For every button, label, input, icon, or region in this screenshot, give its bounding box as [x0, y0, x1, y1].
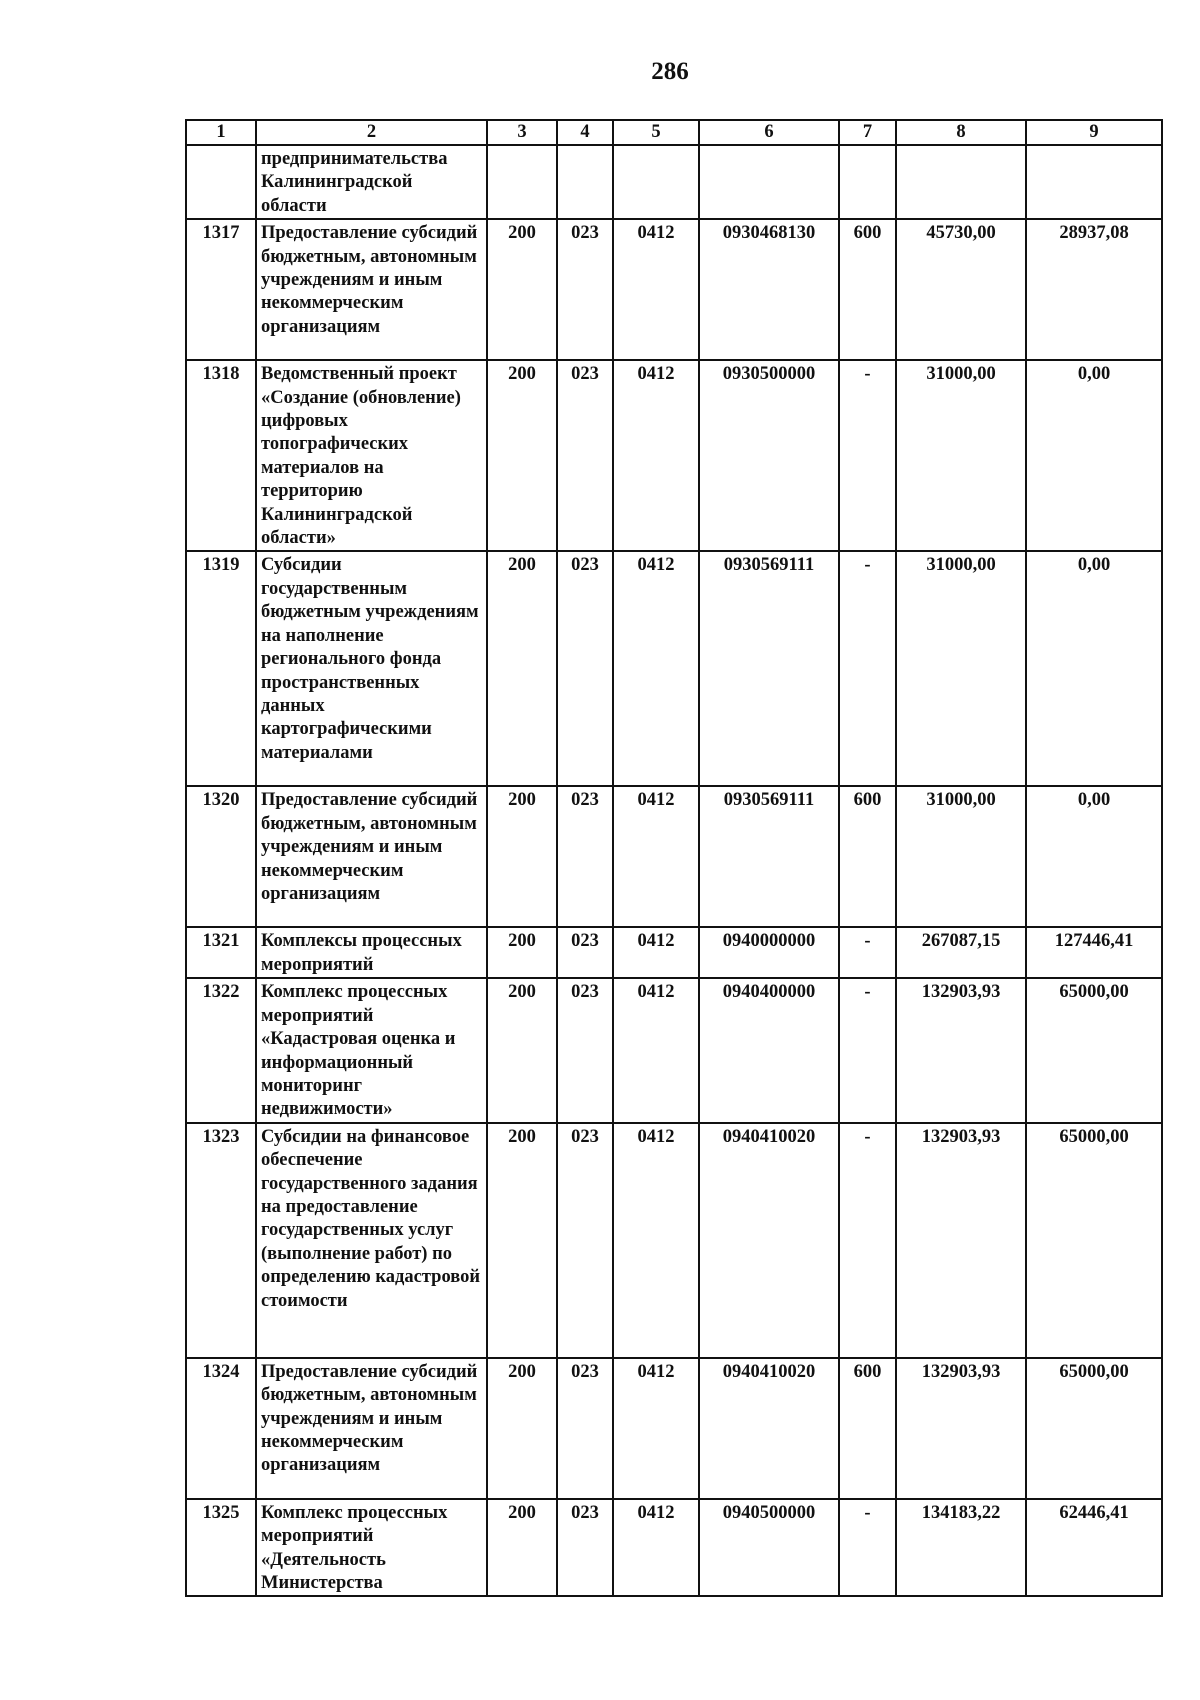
expense-type-cell: 600 [839, 1358, 896, 1499]
section-code-cell [613, 145, 699, 219]
row-number-cell [186, 145, 256, 219]
amount-cell: 132903,93 [896, 978, 1026, 1122]
row-number-cell: 1323 [186, 1123, 256, 1358]
amount-cell: 65000,00 [1026, 1358, 1162, 1499]
table-row [186, 360, 1162, 551]
gov-code-cell [487, 145, 557, 219]
table-row [186, 927, 1162, 978]
amount-cell: 134183,22 [896, 1499, 1026, 1597]
amount-cell: 267087,15 [896, 927, 1026, 978]
amount-cell [1026, 145, 1162, 219]
table-row [186, 219, 1162, 360]
amount-cell: 31000,00 [896, 786, 1026, 927]
target-article-cell: 0930569111 [699, 551, 839, 786]
table-row [186, 145, 1162, 219]
expense-type-cell: - [839, 360, 896, 551]
target-article-cell: 0940400000 [699, 978, 839, 1122]
header-cell: 4 [557, 120, 613, 145]
ministry-code-cell [557, 145, 613, 219]
gov-code-cell: 200 [487, 1123, 557, 1358]
table-row [186, 978, 1162, 1122]
expense-type-cell: - [839, 551, 896, 786]
table-row [186, 1123, 1162, 1358]
row-name-cell: Комплекс процессных мероприятий «Деятельность Министерства [256, 1499, 487, 1597]
ministry-code-cell: 023 [557, 551, 613, 786]
gov-code-cell: 200 [487, 551, 557, 786]
row-name-cell: Субсидии на финансовое обеспечение государственного задания на предоставление государственных услуг (выполнение работ) по определению кадастровой стоимости [256, 1123, 487, 1358]
header-cell: 7 [839, 120, 896, 145]
section-code-cell: 0412 [613, 551, 699, 786]
section-code-cell: 0412 [613, 1358, 699, 1499]
expense-type-cell: 600 [839, 786, 896, 927]
ministry-code-cell: 023 [557, 1123, 613, 1358]
section-code-cell: 0412 [613, 978, 699, 1122]
gov-code-cell: 200 [487, 978, 557, 1122]
expense-type-cell [839, 145, 896, 219]
amount-cell: 132903,93 [896, 1123, 1026, 1358]
ministry-code-cell: 023 [557, 1499, 613, 1597]
amount-cell: 0,00 [1026, 786, 1162, 927]
ministry-code-cell: 023 [557, 786, 613, 927]
row-number-cell: 1317 [186, 219, 256, 360]
amount-cell: 31000,00 [896, 551, 1026, 786]
section-code-cell: 0412 [613, 786, 699, 927]
header-cell: 2 [256, 120, 487, 145]
row-number-cell: 1324 [186, 1358, 256, 1499]
header-row [186, 120, 1162, 145]
expense-type-cell: - [839, 1123, 896, 1358]
amount-cell: 65000,00 [1026, 1123, 1162, 1358]
table-row [186, 786, 1162, 927]
target-article-cell: 0940410020 [699, 1358, 839, 1499]
row-number-cell: 1325 [186, 1499, 256, 1597]
table-row [186, 1499, 1162, 1597]
amount-cell: 62446,41 [1026, 1499, 1162, 1597]
expense-type-cell: - [839, 978, 896, 1122]
target-article-cell: 0940500000 [699, 1499, 839, 1597]
gov-code-cell: 200 [487, 1499, 557, 1597]
target-article-cell: 0930500000 [699, 360, 839, 551]
row-number-cell: 1319 [186, 551, 256, 786]
row-number-cell: 1318 [186, 360, 256, 551]
expense-type-cell: - [839, 927, 896, 978]
target-article-cell: 0930569111 [699, 786, 839, 927]
amount-cell: 45730,00 [896, 219, 1026, 360]
row-number-cell: 1321 [186, 927, 256, 978]
section-code-cell: 0412 [613, 219, 699, 360]
header-cell: 5 [613, 120, 699, 145]
header-cell: 9 [1026, 120, 1162, 145]
section-code-cell: 0412 [613, 360, 699, 551]
section-code-cell: 0412 [613, 1499, 699, 1597]
target-article-cell [699, 145, 839, 219]
row-number-cell: 1320 [186, 786, 256, 927]
budget-table [185, 119, 1163, 1597]
header-cell: 6 [699, 120, 839, 145]
amount-cell: 132903,93 [896, 1358, 1026, 1499]
section-code-cell: 0412 [613, 1123, 699, 1358]
header-cell: 8 [896, 120, 1026, 145]
row-name-cell: предпринимательства Калининградской области [256, 145, 487, 219]
header-cell: 3 [487, 120, 557, 145]
amount-cell: 65000,00 [1026, 978, 1162, 1122]
ministry-code-cell: 023 [557, 360, 613, 551]
row-number-cell: 1322 [186, 978, 256, 1122]
expense-type-cell: - [839, 1499, 896, 1597]
amount-cell: 31000,00 [896, 360, 1026, 551]
target-article-cell: 0940410020 [699, 1123, 839, 1358]
amount-cell: 0,00 [1026, 360, 1162, 551]
ministry-code-cell: 023 [557, 219, 613, 360]
amount-cell: 127446,41 [1026, 927, 1162, 978]
gov-code-cell: 200 [487, 360, 557, 551]
page-number: 286 [651, 58, 689, 85]
expense-type-cell: 600 [839, 219, 896, 360]
gov-code-cell: 200 [487, 786, 557, 927]
row-name-cell: Предоставление субсидий бюджетным, автономным учреждениям и иным некоммерческим организациям [256, 1358, 487, 1499]
ministry-code-cell: 023 [557, 978, 613, 1122]
row-name-cell: Комплекс процессных мероприятий «Кадастровая оценка и информационный мониторинг недвижимости» [256, 978, 487, 1122]
target-article-cell: 0940000000 [699, 927, 839, 978]
ministry-code-cell: 023 [557, 1358, 613, 1499]
target-article-cell: 0930468130 [699, 219, 839, 360]
amount-cell: 28937,08 [1026, 219, 1162, 360]
amount-cell [896, 145, 1026, 219]
row-name-cell: Предоставление субсидий бюджетным, автономным учреждениям и иным некоммерческим организациям [256, 219, 487, 360]
gov-code-cell: 200 [487, 927, 557, 978]
row-name-cell: Предоставление субсидий бюджетным, автономным учреждениям и иным некоммерческим организациям [256, 786, 487, 927]
gov-code-cell: 200 [487, 219, 557, 360]
row-name-cell: Субсидии государственным бюджетным учреждениям на наполнение регионального фонда пространственных данных картографическими материалами [256, 551, 487, 786]
gov-code-cell: 200 [487, 1358, 557, 1499]
row-name-cell: Ведомственный проект «Создание (обновление) цифровых топографических материалов на территорию Калининградской области» [256, 360, 487, 551]
section-code-cell: 0412 [613, 927, 699, 978]
table-row [186, 551, 1162, 786]
header-cell: 1 [186, 120, 256, 145]
amount-cell: 0,00 [1026, 551, 1162, 786]
ministry-code-cell: 023 [557, 927, 613, 978]
table-row [186, 1358, 1162, 1499]
row-name-cell: Комплексы процессных мероприятий [256, 927, 487, 978]
